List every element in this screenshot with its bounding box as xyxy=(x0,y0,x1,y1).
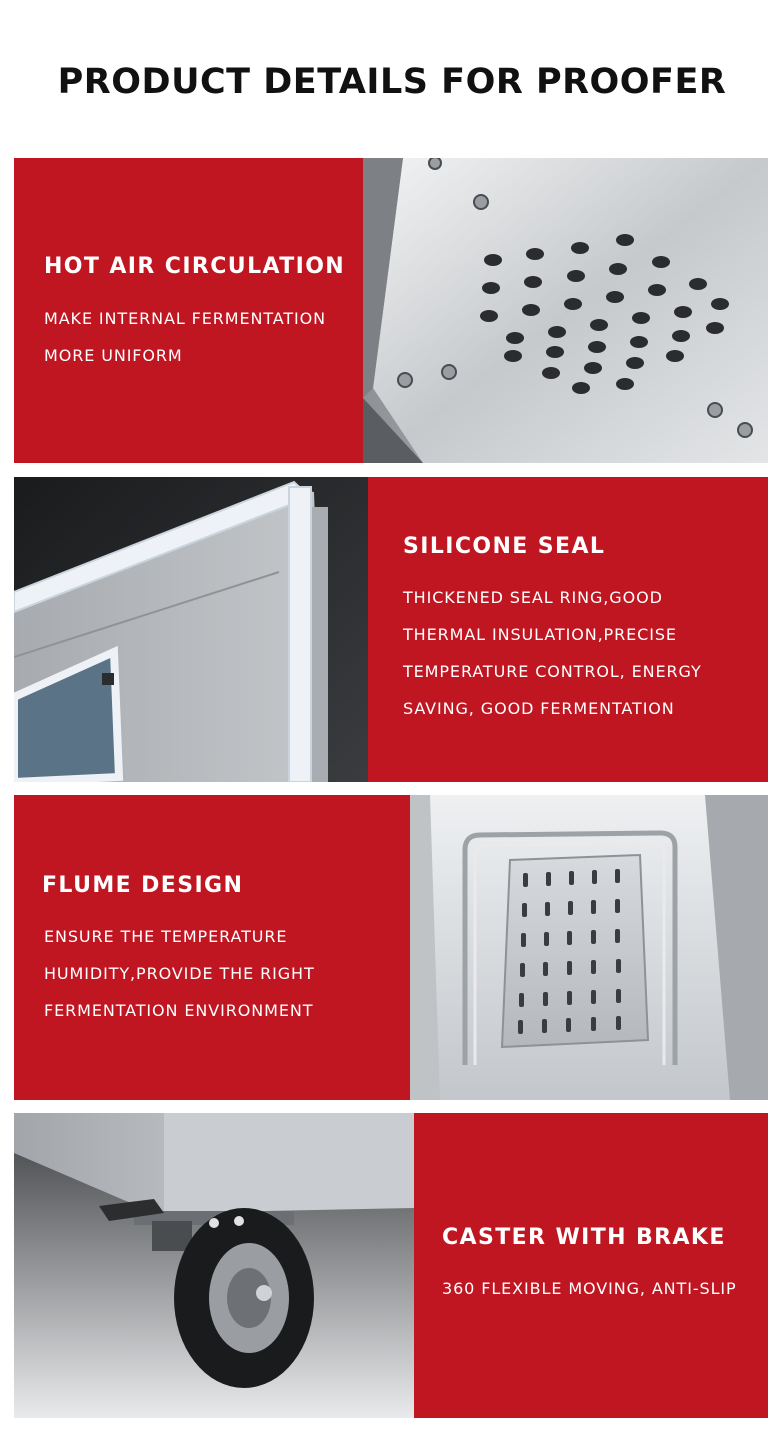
feature-description-line: SAVING, GOOD FERMENTATION xyxy=(403,699,675,718)
feature-description-line: MAKE INTERNAL FERMENTATION xyxy=(44,309,327,328)
feature-description-line: 360 FLEXIBLE MOVING, ANTI-SLIP xyxy=(442,1279,737,1298)
perforated-air-vent-image xyxy=(363,158,768,463)
feature-heading: CASTER WITH BRAKE xyxy=(442,1225,726,1250)
caster-wheel-photo xyxy=(14,1113,414,1418)
door-seal-gasket-image xyxy=(14,477,368,782)
feature-description-line: ENSURE THE TEMPERATURE xyxy=(44,927,288,946)
door-seal-photo xyxy=(14,477,368,782)
feature-row-hot-air xyxy=(14,158,768,463)
feature-row-silicone-seal xyxy=(14,477,768,782)
feature-description-line: TEMPERATURE CONTROL, ENERGY xyxy=(403,662,702,681)
caster-wheel-brake-image xyxy=(14,1113,414,1418)
feature-heading: HOT AIR CIRCULATION xyxy=(44,254,346,279)
flume-tray-photo xyxy=(410,795,768,1100)
feature-row-caster-brake xyxy=(14,1113,768,1418)
feature-heading: SILICONE SEAL xyxy=(403,534,606,559)
feature-text-panel xyxy=(414,1113,768,1418)
feature-text-panel xyxy=(368,477,768,782)
water-flume-tray-image xyxy=(410,795,768,1100)
feature-description-line: FERMENTATION ENVIRONMENT xyxy=(44,1001,314,1020)
feature-row-flume-design xyxy=(14,795,768,1100)
feature-text-panel xyxy=(14,158,363,463)
air-vent-photo xyxy=(363,158,768,463)
feature-description-line: MORE UNIFORM xyxy=(44,346,183,365)
feature-text-panel xyxy=(14,795,410,1100)
feature-description-line: THERMAL INSULATION,PRECISE xyxy=(403,625,677,644)
page-title: PRODUCT DETAILS FOR PROOFER xyxy=(57,62,727,102)
feature-description-line: THICKENED SEAL RING,GOOD xyxy=(403,588,663,607)
feature-description-line: HUMIDITY,PROVIDE THE RIGHT xyxy=(44,964,315,983)
feature-heading: FLUME DESIGN xyxy=(42,873,244,898)
